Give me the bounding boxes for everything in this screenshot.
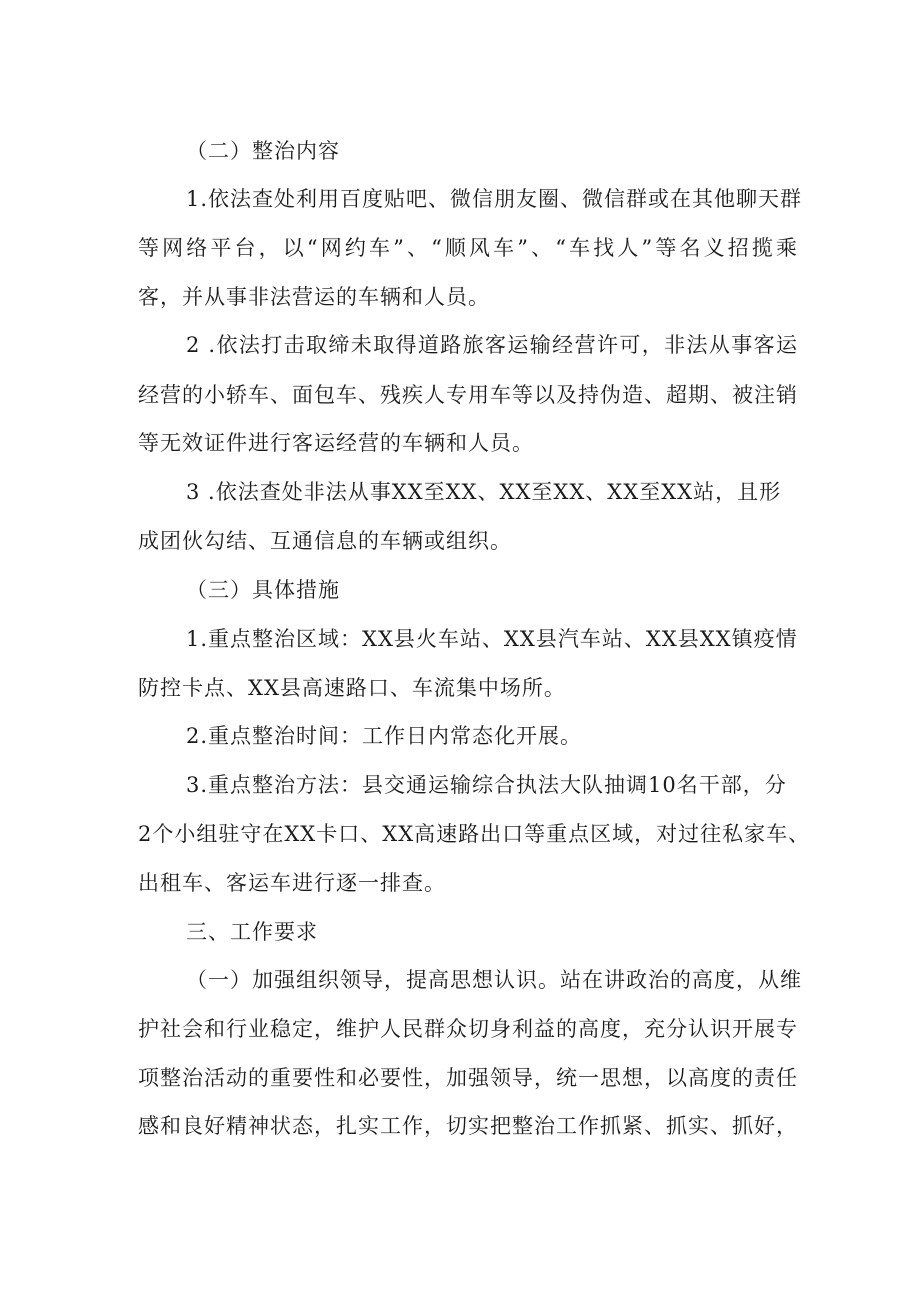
item-2-line-1: 2 .依法打击取缔未取得道路旅客运输经营许可，非法从事客运	[186, 333, 798, 357]
measure-1-line-2: 防控卡点、XX县高速路口、车流集中场所。	[138, 676, 566, 700]
item-2-line-2: 经营的小轿车、面包车、残疾人专用车等以及持伪造、超期、被注销	[138, 383, 798, 407]
item-1-line-2: 等网络平台，以“网约车”、“顺风车”、“车找人”等名义招揽乘	[138, 236, 798, 260]
section-3-heading: 三、工作要求	[186, 920, 318, 944]
measure-2-line-1: 2.重点整治时间：工作日内常态化开展。	[186, 724, 583, 748]
requirement-1-line-1: （一）加强组织领导，提高思想认识。站在讲政治的高度，从维	[186, 968, 802, 992]
measure-3-line-3: 出租车、客运车进行逐一排查。	[138, 871, 446, 895]
section-heading-2: （二）整治内容	[186, 139, 340, 163]
requirement-1-line-2: 护社会和行业稳定，维护人民群众切身利益的高度，充分认识开展专	[138, 1017, 798, 1041]
requirement-1-line-3: 项整治活动的重要性和必要性，加强领导，统一思想，以高度的责任	[138, 1066, 798, 1090]
item-1-line-3: 客，并从事非法营运的车辆和人员。	[138, 285, 490, 309]
item-3-line-2: 成团伙勾结、互通信息的车辆或组织。	[138, 529, 512, 553]
item-3-line-1: 3 .依法查处非法从事XX至XX、XX至XX、XX至XX站，且形	[186, 480, 782, 504]
measure-3-line-1: 3.重点整治方法：县交通运输综合执法大队抽调10名干部，分	[186, 773, 787, 797]
requirement-1-line-4: 感和良好精神状态，扎实工作，切实把整治工作抓紧、抓实、抓好，	[138, 1114, 798, 1138]
measure-1-line-1: 1.重点整治区域：XX县火车站、XX县汽车站、XX县XX镇疫情	[186, 627, 798, 651]
item-2-line-3: 等无效证件进行客运经营的车辆和人员。	[138, 431, 534, 455]
item-1-line-1: 1.依法查处利用百度贴吧、微信朋友圈、微信群或在其他聊天群	[186, 187, 803, 211]
measure-3-line-2: 2个小组驻守在XX卡口、XX高速路出口等重点区域，对过往私家车、	[138, 822, 811, 846]
section-heading-3: （三）具体措施	[186, 578, 340, 602]
